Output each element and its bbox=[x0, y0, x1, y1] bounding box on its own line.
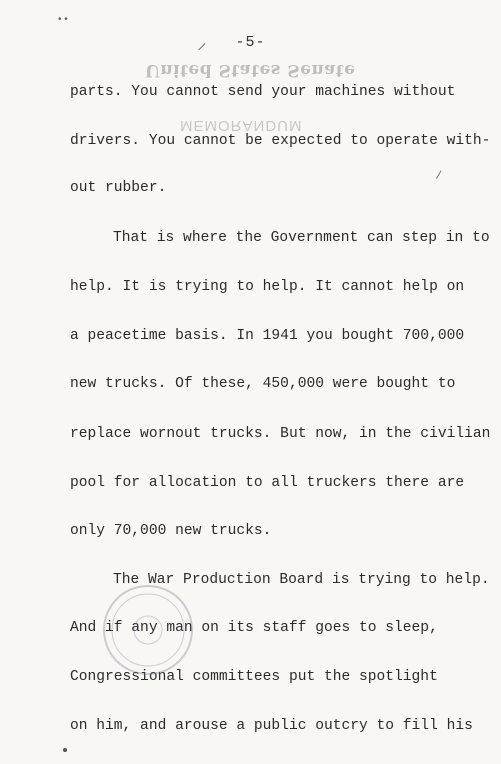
text-line-12: And if any man on its staff goes to sleep, bbox=[70, 620, 438, 636]
text-line-8: replace wornout trucks. But now, in the civilian bbox=[70, 426, 491, 442]
pencil-tick-mark: / bbox=[196, 40, 207, 54]
senate-stamp-header bbox=[145, 60, 356, 80]
text-line-11: The War Production Board is trying to help. bbox=[113, 572, 490, 588]
pencil-tick-mark-2: / bbox=[435, 167, 443, 183]
text-line-2: drivers. You cannot be expected to operate with- bbox=[70, 133, 491, 149]
memorandum-stamp bbox=[180, 117, 303, 134]
stamp-header-text: United States Senate bbox=[145, 60, 356, 80]
page-number: -5- bbox=[235, 34, 266, 51]
paper-speck-mark: • • bbox=[58, 14, 68, 25]
text-line-5: help. It is trying to help. It cannot help on bbox=[70, 279, 465, 295]
text-line-6: a peacetime basis. In 1941 you bought 700,000 bbox=[70, 328, 465, 344]
text-line-4: That is where the Government can step in to bbox=[113, 230, 490, 246]
text-line-14: on him, and arouse a public outcry to fill his bbox=[70, 718, 473, 734]
text-line-7: new trucks. Of these, 450,000 were bought to bbox=[70, 376, 456, 392]
text-line-9: pool for allocation to all truckers there are bbox=[70, 475, 465, 491]
stamp-sub-text: MEMORANDUM bbox=[180, 117, 303, 134]
text-line-13: Congressional committees put the spotlight bbox=[70, 669, 438, 685]
archive-seal-stamp bbox=[101, 583, 195, 677]
text-line-3: out rubber. bbox=[70, 180, 167, 196]
text-line-1: parts. You cannot send your machines without bbox=[70, 84, 456, 100]
paper-speck bbox=[63, 748, 67, 752]
text-line-10: only 70,000 new trucks. bbox=[70, 523, 272, 539]
